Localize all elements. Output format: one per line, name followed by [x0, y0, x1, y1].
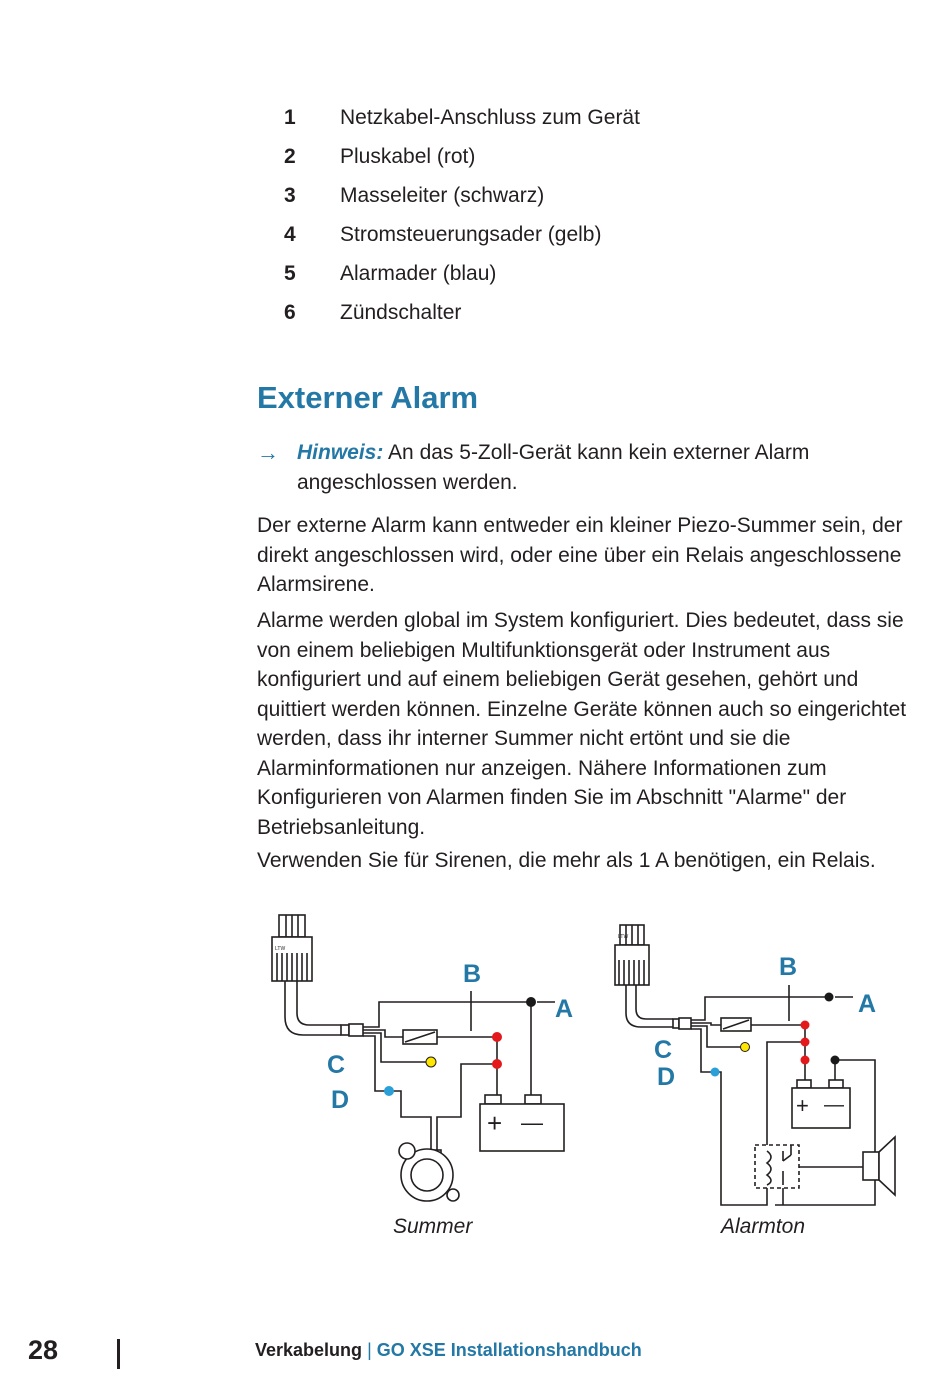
arrow-right-icon: →	[257, 440, 279, 465]
label-c: C	[327, 1051, 346, 1079]
legend-item	[284, 215, 640, 254]
diagram-caption: Alarmton	[721, 1215, 806, 1238]
diagram-caption: Summer	[393, 1215, 473, 1238]
note-block	[257, 438, 897, 498]
legend-list	[284, 98, 640, 332]
footer-manual-title: GO XSE Installationshandbuch	[376, 1340, 642, 1360]
body-paragraph: Der externe Alarm kann entweder ein kleiner Piezo-Summer sein, der direkt angeschlossen wird, oder eine über ein Relais angeschlossene Alarmsirene.	[257, 514, 903, 596]
yellow-wire-icon	[426, 1057, 436, 1067]
battery-plus: +	[487, 1108, 503, 1138]
legend-label: Zündschalter	[340, 300, 462, 324]
alarmton-terminals	[711, 993, 840, 1077]
page-number: 28	[28, 1335, 59, 1365]
blue-wire-icon	[384, 1086, 394, 1096]
legend-number: 4	[284, 222, 296, 246]
section-heading: Externer Alarm	[257, 380, 479, 415]
body-paragraph: Alarme werden global im System konfiguriert. Dies bedeutet, dass sie von einem beliebigen Multifunktionsgerät oder Instrument aus konfiguriert und auf einem beliebigen Gerät gesehen, gehört und quittiert werden können. Einzelne Geräte können auch so eingerichtet werden, dass ihr interner Summer nicht ertönt und sie die Alarminformationen nur anzeigen. Nähere Informationen zum Konfigurieren von Alarmen finden Sie im Abschnitt "Alarme" der Betriebsanleitung.	[257, 609, 907, 839]
legend-label: Pluskabel (rot)	[340, 144, 476, 168]
body-paragraph: Verwenden Sie für Sirenen, die mehr als 1 A benötigen, ein Relais.	[257, 849, 876, 872]
label-d: D	[657, 1063, 676, 1091]
legend-item	[284, 98, 640, 137]
footer-divider	[117, 1339, 120, 1369]
label-c: C	[654, 1036, 673, 1064]
connector-text: LTW	[618, 934, 629, 940]
battery-minus: —	[521, 1110, 543, 1135]
legend-item	[284, 254, 640, 293]
positive-terminal-icon	[492, 1059, 502, 1069]
positive-terminal-icon	[801, 1021, 810, 1030]
page-footer	[0, 1335, 950, 1375]
battery-plus: +	[796, 1093, 809, 1118]
positive-terminal-icon	[801, 1056, 810, 1065]
legend-number: 3	[284, 183, 296, 207]
legend-label: Alarmader (blau)	[340, 261, 497, 285]
footer-separator: |	[367, 1340, 372, 1360]
label-b: B	[463, 960, 482, 988]
piezo-buzzer	[399, 1143, 459, 1201]
positive-terminal-icon	[492, 1032, 502, 1042]
connector-text: LTW	[275, 946, 286, 952]
wiring-diagrams	[255, 905, 925, 1245]
note-text-block	[297, 438, 897, 498]
legend-label: Masseleiter (schwarz)	[340, 183, 545, 207]
positive-terminal-icon	[801, 1038, 810, 1047]
summer-terminals	[384, 997, 536, 1096]
legend-number: 5	[284, 261, 296, 285]
legend-label: Netzkabel-Anschluss zum Gerät	[340, 105, 640, 129]
battery-minus: —	[824, 1094, 844, 1116]
ground-terminal-icon	[831, 1056, 840, 1065]
legend-number: 6	[284, 300, 296, 324]
ground-terminal-icon	[526, 997, 536, 1007]
note-label: Hinweis:	[297, 441, 384, 464]
blue-wire-icon	[711, 1068, 720, 1077]
label-d: D	[331, 1086, 350, 1114]
label-a: A	[858, 990, 877, 1018]
legend-label: Stromsteuerungsader (gelb)	[340, 222, 602, 246]
footer-chapter: Verkabelung	[255, 1340, 363, 1360]
yellow-wire-icon	[741, 1043, 750, 1052]
legend-number: 2	[284, 144, 296, 168]
label-a: A	[555, 995, 574, 1023]
legend-item	[284, 176, 640, 215]
speaker-icon	[863, 1137, 895, 1195]
footer-text	[255, 1340, 642, 1361]
label-b: B	[779, 953, 798, 981]
legend-item	[284, 137, 640, 176]
ground-terminal-icon	[825, 993, 834, 1002]
legend-item	[284, 293, 640, 332]
note-text: An das 5-Zoll-Gerät kann kein externer Alarm angeschlossen werden.	[297, 441, 810, 494]
summer-diagram	[272, 915, 564, 1201]
legend-number: 1	[284, 105, 296, 129]
